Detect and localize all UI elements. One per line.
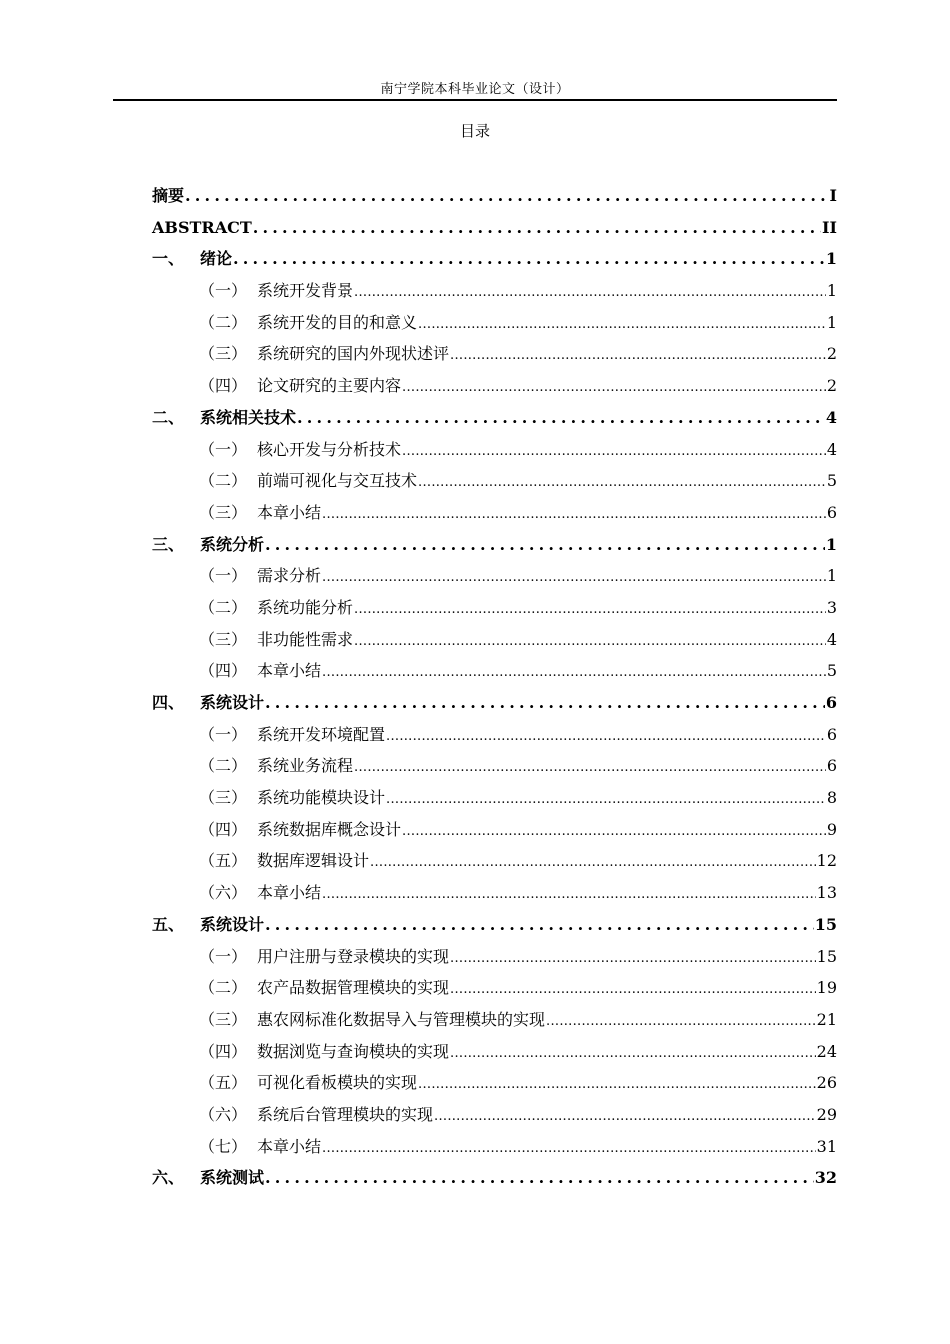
- toc-entry-number: 四、: [152, 693, 185, 712]
- toc-section-entry[interactable]: [152, 592, 837, 624]
- toc-entry-title: 绪论: [200, 249, 233, 269]
- toc-section-entry[interactable]: [152, 750, 837, 782]
- toc-section-entry[interactable]: [152, 497, 837, 529]
- toc-entry-page-number: 4: [826, 439, 837, 459]
- toc-entry-title: 农产品数据管理模块的实现: [257, 978, 450, 998]
- dot-leader: [434, 1101, 816, 1133]
- toc-entry-number: （四）: [199, 1041, 248, 1061]
- toc-entry-title: 本章小结: [257, 1136, 322, 1156]
- toc-entry-title: 系统相关技术: [200, 407, 297, 427]
- toc-entry-title: 论文研究的主要内容: [257, 376, 402, 396]
- toc-entry-number: （五）: [199, 1073, 248, 1093]
- toc-entry-number: （一）: [199, 724, 248, 744]
- dot-leader: [354, 277, 826, 309]
- dot-leader: [265, 687, 825, 719]
- toc-entry-title: 惠农网标准化数据导入与管理模块的实现: [257, 1009, 546, 1029]
- toc-entry-title: 系统业务流程: [257, 756, 354, 776]
- toc-entry-number: （一）: [199, 439, 248, 459]
- toc-section-entry[interactable]: [152, 877, 837, 909]
- toc-entry-page-number: 15: [816, 946, 837, 966]
- toc-entry-title: 系统开发背景: [257, 281, 354, 301]
- toc-entry-number: 二、: [152, 407, 185, 427]
- dot-leader: [322, 657, 826, 689]
- toc-section-entry[interactable]: [152, 370, 837, 402]
- toc-entry-title: 本章小结: [257, 661, 322, 681]
- toc-section-entry[interactable]: [152, 719, 837, 751]
- toc-entry-number: （二）: [199, 312, 248, 332]
- toc-entry-title: 系统设计: [200, 693, 265, 712]
- toc-section-entry[interactable]: [152, 624, 837, 656]
- toc-entry-title: 系统设计: [200, 914, 265, 934]
- dot-leader: [253, 212, 821, 244]
- toc-entry-page-number: 24: [816, 1041, 837, 1061]
- toc-entry-page-number: II: [822, 217, 837, 237]
- dot-leader: [418, 1069, 816, 1101]
- toc-entry-title: 可视化看板模块的实现: [257, 1073, 418, 1093]
- dot-leader: [265, 909, 814, 941]
- toc-entry-title: 用户注册与登录模块的实现: [257, 946, 450, 966]
- toc-title: 目录: [459, 122, 490, 140]
- toc-entry-number: （六）: [199, 1104, 248, 1124]
- toc-entry-page-number: 3: [826, 597, 837, 617]
- toc-entry-page-number: 6: [826, 724, 837, 744]
- dot-leader: [402, 816, 826, 848]
- header-rule: [113, 99, 837, 101]
- dot-leader: [322, 879, 816, 911]
- dot-leader: [265, 1162, 814, 1194]
- toc-entry-number: （一）: [199, 946, 248, 966]
- dot-leader: [450, 340, 826, 372]
- toc-entry-number: 三、: [152, 534, 185, 554]
- toc-section-entry[interactable]: [152, 972, 837, 1004]
- dot-leader: [402, 436, 826, 468]
- toc-entry-page-number: 9: [826, 819, 837, 839]
- toc-entry-page-number: 8: [826, 788, 837, 808]
- toc-entry-title: 非功能性需求: [257, 629, 354, 649]
- toc-entry-page-number: 1: [825, 534, 837, 554]
- toc-entry-number: （三）: [199, 788, 248, 808]
- dot-leader: [386, 784, 826, 816]
- toc-chapter-entry[interactable]: [152, 687, 837, 719]
- toc-entry-page-number: 13: [816, 883, 837, 903]
- dot-leader: [450, 943, 816, 975]
- toc-entry-number: （二）: [199, 756, 248, 776]
- toc-entry-number: （二）: [199, 471, 248, 491]
- toc-section-entry[interactable]: [152, 1099, 837, 1131]
- toc-entry-title: 系统功能模块设计: [257, 788, 386, 808]
- dot-leader: [386, 721, 826, 753]
- toc-entry-title: 系统后台管理模块的实现: [257, 1104, 434, 1124]
- toc-section-entry[interactable]: [152, 434, 837, 466]
- toc-entry-page-number: 5: [826, 471, 837, 491]
- toc-entry-page-number: 5: [826, 661, 837, 681]
- toc-entry-title: 数据浏览与查询模块的实现: [257, 1041, 450, 1061]
- dot-leader: [354, 752, 826, 784]
- toc-entry-page-number: 26: [816, 1073, 837, 1093]
- toc-chapter-entry[interactable]: [152, 243, 837, 275]
- toc-chapter-entry[interactable]: [152, 909, 837, 941]
- toc-section-entry[interactable]: [152, 655, 837, 687]
- toc-section-entry[interactable]: [152, 560, 837, 592]
- toc-entry-number: （二）: [199, 978, 248, 998]
- dot-leader: [185, 180, 829, 212]
- toc-section-entry[interactable]: [152, 307, 837, 339]
- toc-entry-number: （三）: [199, 629, 248, 649]
- toc-entry-title: ABSTRACT: [152, 217, 252, 237]
- toc-entry-title: 系统测试: [200, 1168, 265, 1188]
- toc-entry-page-number: 15: [814, 914, 837, 934]
- toc-entry-page-number: 4: [826, 629, 837, 649]
- toc-chapter-entry[interactable]: [152, 212, 837, 244]
- toc-entry-title: 需求分析: [257, 566, 322, 586]
- toc-section-entry[interactable]: [152, 814, 837, 846]
- dot-leader: [322, 1133, 816, 1165]
- toc-entry-number: （七）: [199, 1136, 248, 1156]
- toc-entry-page-number: 19: [816, 978, 837, 998]
- toc-entry-number: （三）: [199, 502, 248, 522]
- toc-entry-number: （一）: [199, 566, 248, 586]
- toc-entry-page-number: 1: [826, 566, 837, 586]
- toc-entry-page-number: 29: [816, 1104, 837, 1124]
- toc-section-entry[interactable]: [152, 275, 837, 307]
- toc-section-entry[interactable]: [152, 1004, 837, 1036]
- toc-entry-title: 本章小结: [257, 502, 322, 522]
- dot-leader: [297, 402, 825, 434]
- dot-leader: [418, 467, 826, 499]
- toc-entry-title: 系统分析: [200, 534, 265, 554]
- toc-entry-page-number: 21: [816, 1009, 837, 1029]
- toc-entry-number: 六、: [152, 1168, 185, 1188]
- toc-entry-number: （五）: [199, 851, 248, 871]
- dot-leader: [402, 372, 826, 404]
- toc-entry-page-number: 4: [825, 407, 837, 427]
- toc-entry-page-number: I: [829, 186, 837, 205]
- toc-entry-page-number: 6: [825, 693, 837, 712]
- toc-entry-title: 本章小结: [257, 883, 322, 903]
- toc-entry-page-number: 1: [826, 312, 837, 332]
- toc-entry-page-number: 1: [826, 281, 837, 301]
- toc-section-entry[interactable]: [152, 338, 837, 370]
- dot-leader: [450, 974, 816, 1006]
- toc-chapter-entry[interactable]: [152, 1162, 837, 1194]
- toc-entry-page-number: 2: [826, 344, 837, 364]
- toc-entry-page-number: 32: [814, 1168, 837, 1188]
- toc-entry-number: （四）: [199, 661, 248, 681]
- toc-entry-title: 数据库逻辑设计: [257, 851, 370, 871]
- dot-leader: [322, 499, 826, 531]
- running-header: 南宁学院本科毕业论文（设计）: [380, 82, 570, 97]
- dot-leader: [546, 1006, 816, 1038]
- toc-section-entry[interactable]: [152, 1036, 837, 1068]
- table-of-contents: [152, 180, 837, 1194]
- toc-entry-title: 系统开发环境配置: [257, 724, 386, 744]
- dot-leader: [450, 1038, 816, 1070]
- toc-chapter-entry[interactable]: [152, 402, 837, 434]
- toc-entry-number: （四）: [199, 376, 248, 396]
- dot-leader: [233, 243, 825, 275]
- dot-leader: [354, 594, 826, 626]
- toc-entry-title: 系统数据库概念设计: [257, 819, 402, 839]
- toc-chapter-entry[interactable]: [152, 180, 837, 212]
- toc-entry-number: （三）: [199, 344, 248, 364]
- toc-entry-number: （六）: [199, 883, 248, 903]
- dot-leader: [370, 847, 816, 879]
- toc-entry-number: （一）: [199, 281, 248, 301]
- toc-entry-page-number: 1: [825, 249, 837, 269]
- toc-section-entry[interactable]: [152, 465, 837, 497]
- toc-entry-title: 系统功能分析: [257, 597, 354, 617]
- toc-section-entry[interactable]: [152, 845, 837, 877]
- toc-entry-page-number: 6: [826, 502, 837, 522]
- dot-leader: [265, 529, 825, 561]
- toc-section-entry[interactable]: [152, 941, 837, 973]
- toc-entry-number: 五、: [152, 914, 185, 934]
- toc-entry-number: 一、: [152, 249, 185, 269]
- dot-leader: [322, 562, 826, 594]
- toc-entry-title: 核心开发与分析技术: [257, 439, 402, 459]
- toc-entry-title: 摘要: [152, 186, 185, 205]
- toc-section-entry[interactable]: [152, 782, 837, 814]
- toc-chapter-entry[interactable]: [152, 529, 837, 561]
- toc-entry-number: （四）: [199, 819, 248, 839]
- toc-entry-page-number: 2: [826, 376, 837, 396]
- toc-section-entry[interactable]: [152, 1067, 837, 1099]
- toc-entry-number: （三）: [199, 1009, 248, 1029]
- toc-entry-page-number: 31: [816, 1136, 837, 1156]
- toc-entry-title: 前端可视化与交互技术: [257, 471, 418, 491]
- toc-entry-title: 系统开发的目的和意义: [257, 312, 418, 332]
- toc-section-entry[interactable]: [152, 1131, 837, 1163]
- toc-entry-page-number: 6: [826, 756, 837, 776]
- toc-entry-title: 系统研究的国内外现状述评: [257, 344, 450, 364]
- dot-leader: [354, 626, 826, 658]
- toc-entry-number: （二）: [199, 597, 248, 617]
- dot-leader: [418, 309, 826, 341]
- toc-entry-page-number: 12: [816, 851, 837, 871]
